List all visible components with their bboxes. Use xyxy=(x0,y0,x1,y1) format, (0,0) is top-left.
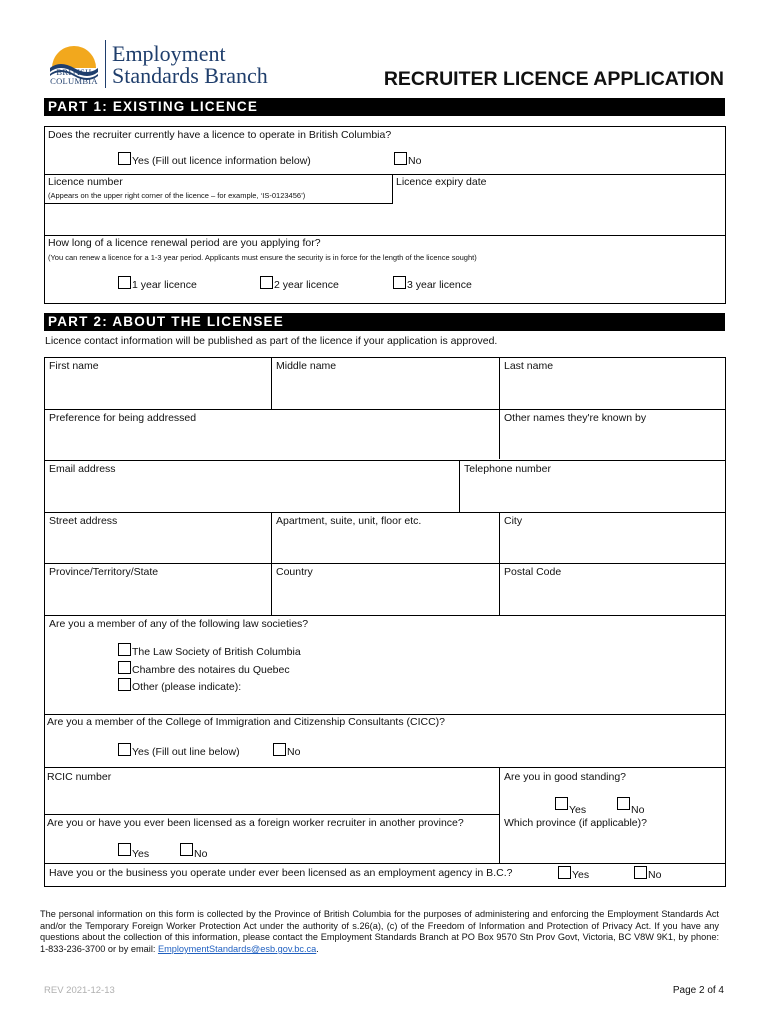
licence-no-label: No xyxy=(408,155,422,167)
first-name-field[interactable] xyxy=(46,374,269,407)
good-no-option[interactable] xyxy=(617,797,645,816)
good-no-label: No xyxy=(631,804,645,816)
licence-no-option[interactable] xyxy=(394,152,421,167)
privacy-suffix: . xyxy=(316,943,319,954)
province-label: Province/Territory/State xyxy=(49,566,159,578)
other-prov-yes-option[interactable] xyxy=(118,843,149,858)
cicc-yes-label: Yes (Fill out line below) xyxy=(132,746,240,758)
street-field[interactable] xyxy=(46,529,269,561)
city-label: City xyxy=(504,515,523,527)
law-bc-checkbox[interactable] xyxy=(118,643,131,656)
divider xyxy=(44,615,726,616)
agency-yes-label: Yes xyxy=(572,869,590,881)
divider xyxy=(44,563,726,564)
renewal-2yr-option[interactable] xyxy=(260,276,339,291)
licence-yes-checkbox[interactable] xyxy=(118,152,131,165)
law-quebec-checkbox[interactable] xyxy=(118,661,131,674)
cicc-yes-option[interactable] xyxy=(118,743,240,758)
province-field[interactable] xyxy=(46,580,269,613)
divider xyxy=(44,235,726,236)
last-name-field[interactable] xyxy=(501,374,724,407)
good-yes-option[interactable] xyxy=(555,797,587,816)
logo-divider xyxy=(105,40,106,88)
licence-number-label: Licence number xyxy=(48,176,123,188)
q-other-province: Are you or have you ever been licensed as a foreign worker recruiter in another province? xyxy=(47,817,464,829)
agency-no-option[interactable] xyxy=(634,866,661,881)
renewal-2yr-checkbox[interactable] xyxy=(260,276,273,289)
agency-no-label: No xyxy=(648,869,662,881)
cicc-no-checkbox[interactable] xyxy=(273,743,286,756)
licence-no-checkbox[interactable] xyxy=(394,152,407,165)
law-bc-label: The Law Society of British Columbia xyxy=(132,646,301,658)
licence-expiry-field[interactable] xyxy=(394,190,724,234)
renewal-3yr-label: 3 year licence xyxy=(407,279,472,291)
postal-label: Postal Code xyxy=(504,566,562,578)
renewal-1yr-option[interactable] xyxy=(118,276,197,291)
cicc-yes-checkbox[interactable] xyxy=(118,743,131,756)
divider xyxy=(44,512,726,513)
q-law-societies: Are you a member of any of the following law societies? xyxy=(49,618,309,630)
email-field[interactable] xyxy=(46,477,457,510)
agency-no-checkbox[interactable] xyxy=(634,866,647,879)
licence-number-hint: (Appears on the upper right corner of the licence – for example, ‘IS-0123456’) xyxy=(48,191,306,200)
form-title: RECRUITER LICENCE APPLICATION xyxy=(383,68,724,90)
logo-text xyxy=(44,68,104,86)
law-bc-option[interactable] xyxy=(118,643,301,658)
divider xyxy=(271,357,272,409)
branch-line-1: Employment xyxy=(112,41,226,66)
renewal-1yr-label: 1 year licence xyxy=(132,279,197,291)
part2-heading: PART 2: ABOUT THE LICENSEE xyxy=(44,313,725,331)
street-label: Street address xyxy=(49,515,118,527)
rcic-label: RCIC number xyxy=(47,771,112,783)
renewal-3yr-option[interactable] xyxy=(393,276,472,291)
part2-intro: Licence contact information will be published as part of the licence if your application is approved. xyxy=(45,335,498,347)
branch-line-2: Standards Branch xyxy=(112,63,268,88)
privacy-text: The personal information on this form is collected by the Province of British Columbia for the purposes of administering and enforcing the Employment Standards Act and/or the Temporary Foreign Worker Protection Act under the authority of s.26(a), (c) of the Freedom of Information and Protection of Privacy Act. If you have any questions about the collection of this information, please contact the Employment Standards Branch at PO Box 9570 Stn Prov Govt, Victoria, BC V8W 9K1, by phone: 1-833-236-3700 or by email: xyxy=(40,909,719,954)
other-prov-yes-checkbox[interactable] xyxy=(118,843,131,856)
divider xyxy=(499,357,500,459)
divider xyxy=(44,714,726,715)
divider xyxy=(499,767,500,863)
agency-yes-checkbox[interactable] xyxy=(558,866,571,879)
q-good-standing: Are you in good standing? xyxy=(504,771,627,783)
q-employment-agency: Have you or the business you operate under ever been licensed as an employment agency in B.C.? xyxy=(49,867,513,879)
licence-yes-option[interactable] xyxy=(118,152,311,167)
page-number: Page 2 of 4 xyxy=(672,985,724,996)
logo-line-1: BRITISH xyxy=(56,67,92,77)
postal-field[interactable] xyxy=(501,580,724,613)
which-province-field[interactable] xyxy=(501,831,724,861)
q-renewal-period: How long of a licence renewal period are you applying for? xyxy=(48,237,321,249)
rcic-field[interactable] xyxy=(46,785,497,813)
email-label: Email address xyxy=(49,463,116,475)
city-field[interactable] xyxy=(501,529,724,561)
other-names-field[interactable] xyxy=(501,426,724,458)
telephone-field[interactable] xyxy=(461,477,724,510)
law-quebec-label: Chambre des notaires du Quebec xyxy=(132,664,290,676)
law-other-checkbox[interactable] xyxy=(118,678,131,691)
good-no-checkbox[interactable] xyxy=(617,797,630,810)
licence-number-field[interactable] xyxy=(46,204,391,234)
divider xyxy=(44,460,726,461)
renewal-2yr-label: 2 year licence xyxy=(274,279,339,291)
good-yes-label: Yes xyxy=(569,804,587,816)
telephone-label: Telephone number xyxy=(464,463,551,475)
licence-expiry-label: Licence expiry date xyxy=(396,176,487,188)
divider xyxy=(392,174,393,203)
law-other-field[interactable] xyxy=(254,676,714,692)
renewal-3yr-checkbox[interactable] xyxy=(393,276,406,289)
renewal-hint: (You can renew a licence for a 1-3 year period. Applicants must ensure the security is in force for the length of the licence sought) xyxy=(48,253,477,262)
other-prov-no-checkbox[interactable] xyxy=(180,843,193,856)
divider xyxy=(459,460,460,512)
apartment-field[interactable] xyxy=(273,529,497,561)
apartment-label: Apartment, suite, unit, floor etc. xyxy=(276,515,422,527)
other-names-label: Other names they're known by xyxy=(504,412,647,424)
country-field[interactable] xyxy=(273,580,497,613)
law-quebec-option[interactable] xyxy=(118,661,290,676)
preference-field[interactable] xyxy=(46,426,497,458)
q-existing-licence: Does the recruiter currently have a licence to operate in British Columbia? xyxy=(48,129,392,141)
middle-name-label: Middle name xyxy=(276,360,337,372)
preference-label: Preference for being addressed xyxy=(49,412,197,424)
other-prov-no-option[interactable] xyxy=(180,843,207,858)
good-yes-checkbox[interactable] xyxy=(555,797,568,810)
renewal-1yr-checkbox[interactable] xyxy=(118,276,131,289)
middle-name-field[interactable] xyxy=(273,374,497,407)
cicc-no-label: No xyxy=(287,746,301,758)
agency-yes-option[interactable] xyxy=(558,866,589,881)
divider xyxy=(44,814,500,815)
which-province-label: Which province (if applicable)? xyxy=(504,817,647,829)
branch-name xyxy=(112,43,268,87)
privacy-notice xyxy=(40,909,719,955)
divider xyxy=(44,409,726,410)
last-name-label: Last name xyxy=(504,360,554,372)
divider xyxy=(44,174,726,175)
logo-line-2: COLUMBIA xyxy=(50,76,98,86)
licence-yes-label: Yes (Fill out licence information below) xyxy=(132,155,311,167)
divider xyxy=(44,767,726,768)
first-name-label: First name xyxy=(49,360,99,372)
law-other-option[interactable] xyxy=(118,678,241,693)
email-link[interactable]: EmploymentStandards@esb.gov.bc.ca xyxy=(157,943,317,954)
revision-date: REV 2021-12-13 xyxy=(44,985,115,996)
q-cicc: Are you a member of the College of Immigration and Citizenship Consultants (CICC)? xyxy=(47,716,446,728)
law-other-label: Other (please indicate): xyxy=(132,681,242,693)
country-label: Country xyxy=(276,566,313,578)
divider xyxy=(44,863,726,864)
other-prov-yes-label: Yes xyxy=(132,848,150,860)
part1-heading: PART 1: EXISTING LICENCE xyxy=(44,98,725,116)
other-prov-no-label: No xyxy=(194,848,208,860)
cicc-no-option[interactable] xyxy=(273,743,300,758)
